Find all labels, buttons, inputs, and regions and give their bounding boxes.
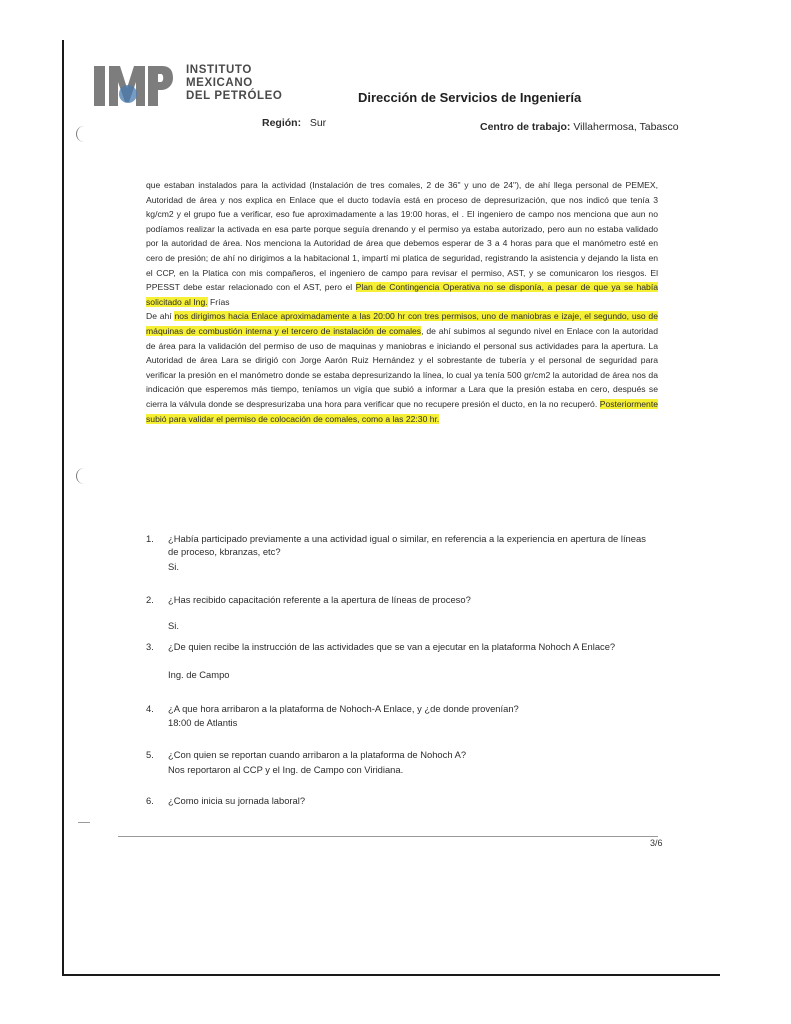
- question-number: 2.: [146, 594, 154, 605]
- question-text: ¿Con quien se reportan cuando arribaron a la plataforma de Nohoch A?: [168, 749, 467, 760]
- question-answer: Si.: [168, 620, 179, 631]
- question-item: [146, 593, 666, 633]
- question-text: ¿Había participado previamente a una actividad igual o similar, en referencia a la experiencia en apertura de líneas de proceso, kbranzas, etc?: [168, 533, 646, 558]
- narrative-paragraph: [146, 309, 658, 426]
- footer-rule: [118, 836, 658, 837]
- region-value: Sur: [309, 117, 327, 129]
- region-field: [262, 117, 326, 129]
- workplace-label: Centro de trabajo:: [480, 121, 571, 133]
- text-run: que estaban instalados para la actividad (Instalación de tres comales, 2 de 36" y uno de 24"), de ahí llega personal de PEMEX, Autoridad de área y nos explica en Enlace que el ducto todavía está en proceso de depresurización, que nos indicó que tenía 3 kg/cm2 y el grupo fue a verificar, eso fue aproximadamente a las 19:00 horas, el . El ingeniero de campo nos menciona que aun no podíamos realizar la activada en esa parte porque seguía drenando y el permiso ya estaba autorizado, pero aun no estaba validado por la autoridad de área. Nos menciona la Autoridad de área que debemos esperar de 3 a 4 horas para que el manómetro esté en cero de presión; de ahí no dirigimos a la habitacional 1, impartí mi platica de seguridad, registrando la asistencia y dejando la lista en el CCP, en la Platica con mis compañeros, el ingeniero de campo para revisar el permiso, AST, y se comunicaron los riesgos. El PPESST debe estar relacionado con el AST, pero el: [146, 180, 658, 293]
- punch-hole-mark: [76, 468, 87, 484]
- bottom-margin-rule: [62, 974, 720, 976]
- question-number: 4.: [146, 703, 154, 714]
- question-item: [146, 702, 666, 732]
- department-title: Dirección de Servicios de Ingeniería: [358, 90, 582, 105]
- highlighted-text: nos dirigimos hacia Enlace aproximadamente a las 20:00 hr con tres permisos, uno de maniobras e izaje, el segundo, uso de máquinas de combustión interna y el tercero de instalación de comales: [146, 311, 658, 336]
- question-answer: Ing. de Campo: [168, 669, 230, 680]
- region-label: Región:: [262, 117, 302, 129]
- left-margin-rule: [62, 40, 64, 976]
- imp-logo: [92, 62, 174, 110]
- institute-line: DEL PETRÓLEO: [186, 90, 283, 102]
- question-text: ¿De quien recibe la instrucción de las actividades que se van a ejecutar en la plataforma Nohoch A Enlace?: [168, 641, 616, 652]
- institute-name: [186, 64, 282, 103]
- question-number: 1.: [146, 533, 154, 544]
- institute-line: INSTITUTO: [186, 64, 252, 76]
- workplace-value: Villahermosa, Tabasco: [573, 121, 679, 133]
- highlighted-text: Posteriormente subió para validar el permiso de colocación de comales, como a las 22:30 hr.: [146, 398, 658, 424]
- question-number: 5.: [146, 749, 154, 760]
- scan-mark: [78, 822, 90, 823]
- narrative-body: [146, 178, 658, 426]
- highlighted-text: Plan de Contingencia Operativa no se disponía, a pesar de que ya se había solicitado al Ing.: [146, 282, 658, 307]
- question-answer: Nos reportaron al CCP y el Ing. de Campo con Viridiana.: [168, 764, 404, 775]
- question-text: ¿A que hora arribaron a la plataforma de Nohoch-A Enlace, y ¿de donde provenían?: [168, 703, 519, 714]
- question-item: [146, 794, 666, 810]
- text-run: Frías: [207, 296, 230, 307]
- text-run: , de ahí subimos al segundo nivel en Enlace con la autoridad de área para la validación del permiso de uso de maquinas y maniobras e iniciando el personal sus actividades para la apertura. La Autoridad de área Lara se dirigió con Jorge Aarón Ruiz Hernández y el sobrestante de tubería y el personal de seguridad para verificar la presión en el manómetro donde se estaba depresurizando la línea, lo cual ya tenía 500 gr/cm2 la autoridad de área nos da indicación que esperemos más tiempo, teníamos un vigía que subió a informar a Lara que la presión estaba en cero, después se cierra la válvula donde se despresurizaba una hora para verificar que no recupere presión el ducto, en la no recuperó.: [146, 325, 658, 409]
- page-number: 3/6: [650, 838, 663, 848]
- question-item: [146, 748, 666, 778]
- punch-hole-mark: [76, 126, 87, 142]
- workplace-field: [480, 121, 679, 133]
- question-number: 6.: [146, 795, 154, 806]
- imp-logo-icon: [92, 62, 174, 110]
- institute-line: MEXICANO: [186, 77, 253, 89]
- question-item: [146, 640, 666, 684]
- question-answer: Si.: [168, 561, 179, 572]
- text-run: De ahí: [146, 311, 175, 322]
- question-text: ¿Has recibido capacitación referente a la apertura de líneas de proceso?: [168, 594, 471, 605]
- question-answer: 18:00 de Atlantis: [168, 717, 238, 728]
- question-item: [146, 532, 666, 576]
- narrative-paragraph: [146, 178, 658, 309]
- question-text: ¿Como inicia su jornada laboral?: [168, 795, 306, 806]
- question-number: 3.: [146, 641, 154, 652]
